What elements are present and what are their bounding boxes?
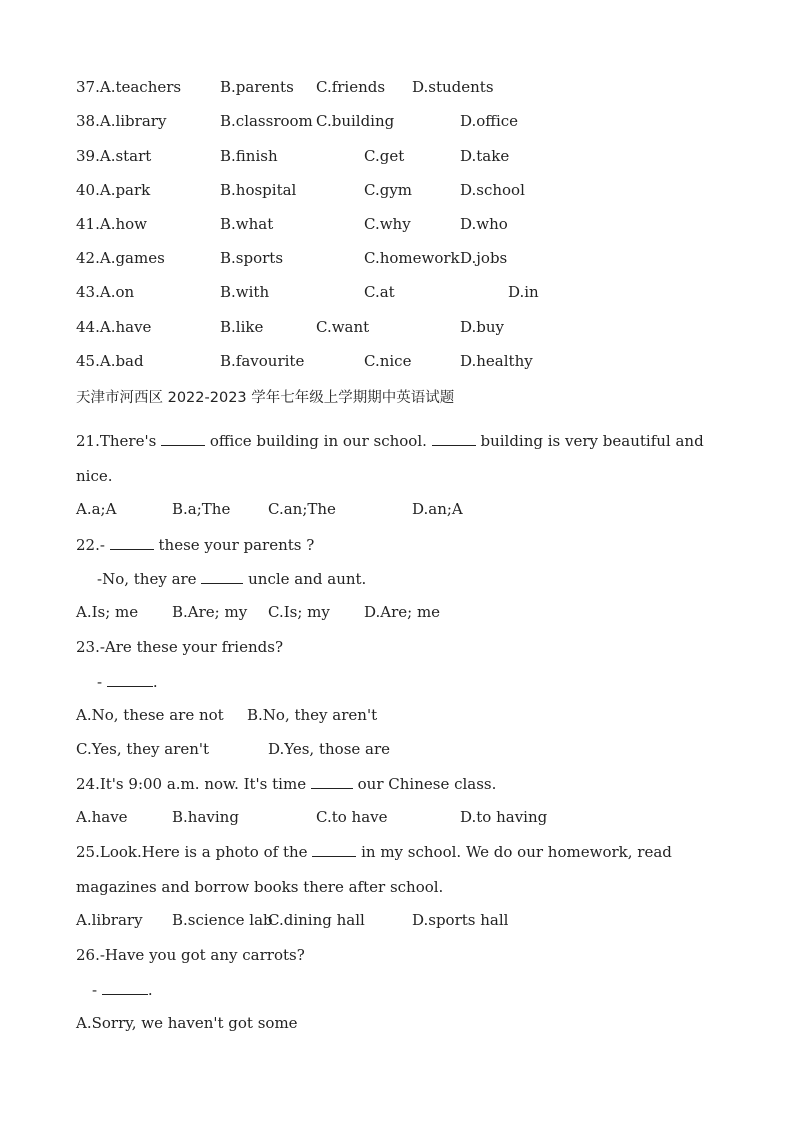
question-24-options (76, 808, 716, 828)
question-21-stem (76, 431, 704, 451)
answer-blank (161, 431, 205, 446)
question-26-options (76, 1014, 716, 1034)
option-a (76, 147, 151, 165)
stem-text: 21.There's (76, 432, 157, 450)
option-c: C.get (364, 147, 405, 165)
question-23-options-ab (76, 706, 716, 726)
option-a-text: A.teachers (99, 78, 182, 96)
question-26-stem: 26.-Have you got any carrots? (76, 946, 305, 964)
option-d: D.take (460, 147, 510, 165)
option-c: C.at (364, 283, 395, 301)
option-c: C.to have (316, 808, 388, 826)
option-a-text: A.on (99, 283, 135, 301)
question-43 (76, 283, 716, 303)
option-b: B.sports (220, 249, 284, 267)
stem-text: office building in our school. (209, 432, 427, 450)
question-24-stem (76, 774, 496, 794)
stem-text: in my school. We do our homework, read (361, 843, 672, 861)
answer-blank (107, 672, 153, 687)
option-c: C.Yes, they aren't (76, 740, 210, 758)
option-d: D.students (412, 78, 494, 96)
option-a-text: A.how (99, 215, 147, 233)
question-25-stem (76, 842, 672, 862)
option-b: B.No, they aren't (247, 706, 378, 724)
stem-text: . (147, 981, 153, 999)
option-a (76, 112, 166, 130)
option-c: C.nice (364, 352, 412, 370)
question-number: 42. (76, 249, 100, 267)
question-22-options (76, 603, 716, 623)
question-25-stem-cont: magazines and borrow books there after school. (76, 878, 444, 896)
stem-text: 24.It's 9:00 a.m. now. It's time (76, 775, 307, 793)
stem-text: -No, they are (97, 570, 197, 588)
stem-text: building is very beautiful and (480, 432, 704, 450)
question-number: 37. (76, 78, 100, 96)
question-23-options-cd (76, 740, 716, 760)
option-d: D.buy (460, 318, 504, 336)
stem-text: 25.Look.Here is a photo of the (76, 843, 308, 861)
answer-blank (110, 535, 154, 550)
option-c: C.dining hall (268, 911, 365, 929)
option-d: D.sports hall (412, 911, 509, 929)
question-number: 44. (76, 318, 100, 336)
question-42 (76, 249, 716, 269)
option-b: B.science lab (172, 911, 273, 929)
question-45 (76, 352, 716, 372)
question-number: 45. (76, 352, 100, 370)
option-a-text: A.library (99, 112, 167, 130)
option-b: B.what (220, 215, 274, 233)
option-d: D.who (460, 215, 508, 233)
option-d: D.school (460, 181, 525, 199)
option-b: B.a;The (172, 500, 231, 518)
question-37 (76, 78, 716, 98)
option-a (76, 318, 151, 336)
question-26-response (92, 980, 153, 1000)
question-23-response (97, 672, 158, 692)
stem-text: - (92, 981, 98, 999)
stem-text: 22.- (76, 536, 105, 554)
answer-blank (102, 980, 148, 995)
question-39 (76, 147, 716, 167)
question-number: 40. (76, 181, 100, 199)
option-a-text: A.bad (99, 352, 144, 370)
option-a: A.No, these are not (76, 706, 224, 724)
question-21-stem-cont: nice. (76, 467, 113, 485)
question-40 (76, 181, 716, 201)
option-b: B.Are; my (172, 603, 248, 621)
stem-text: - (97, 673, 103, 691)
question-25-options (76, 911, 716, 931)
question-44 (76, 318, 716, 338)
option-b: B.hospital (220, 181, 297, 199)
option-b: B.favourite (220, 352, 305, 370)
option-d: D.in (508, 283, 539, 301)
option-d: D.office (460, 112, 519, 130)
option-b: B.with (220, 283, 270, 301)
option-b: B.finish (220, 147, 278, 165)
option-b: B.classroom (220, 112, 313, 130)
option-a (76, 78, 181, 96)
option-a (76, 352, 144, 370)
answer-blank (201, 569, 243, 584)
stem-text: uncle and aunt. (248, 570, 367, 588)
option-a: A.have (76, 808, 128, 826)
question-21-options (76, 500, 716, 520)
option-d: D.jobs (460, 249, 508, 267)
option-a: A.library (76, 911, 143, 929)
option-a-text: A.games (99, 249, 165, 267)
option-b: B.having (172, 808, 239, 826)
option-c: C.want (316, 318, 370, 336)
option-a: A.a;A (76, 500, 117, 518)
option-c: C.gym (364, 181, 413, 199)
question-22-response (97, 569, 366, 589)
question-number: 39. (76, 147, 100, 165)
option-a (76, 215, 147, 233)
option-d: D.to having (460, 808, 548, 826)
option-a-text: A.have (99, 318, 152, 336)
stem-text: . (152, 673, 158, 691)
option-a-text: A.start (99, 147, 152, 165)
option-c: C.an;The (268, 500, 336, 518)
option-a (76, 249, 165, 267)
question-22-stem (76, 535, 314, 555)
option-b: B.parents (220, 78, 294, 96)
stem-text: these your parents ? (158, 536, 315, 554)
question-41 (76, 215, 716, 235)
question-number: 41. (76, 215, 100, 233)
question-38 (76, 112, 716, 132)
answer-blank (311, 774, 353, 789)
option-c: C.why (364, 215, 411, 233)
option-d: D.Are; me (364, 603, 441, 621)
option-a (76, 181, 150, 199)
section-title: 天津市河西区 2022-2023 学年七年级上学期期中英语试题 (76, 390, 455, 406)
option-b: B.like (220, 318, 264, 336)
option-a: A.Sorry, we haven't got some (76, 1014, 298, 1032)
option-d: D.healthy (460, 352, 533, 370)
option-c: C.building (316, 112, 395, 130)
option-d: D.an;A (412, 500, 463, 518)
option-c: C.homework (364, 249, 460, 267)
stem-text: our Chinese class. (357, 775, 497, 793)
option-c: C.Is; my (268, 603, 330, 621)
option-a (76, 283, 134, 301)
answer-blank (312, 842, 356, 857)
option-c: C.friends (316, 78, 386, 96)
question-23-stem: 23.-Are these your friends? (76, 638, 283, 656)
question-number: 43. (76, 283, 100, 301)
question-number: 38. (76, 112, 100, 130)
option-d: D.Yes, those are (268, 740, 391, 758)
option-a: A.Is; me (76, 603, 139, 621)
option-a-text: A.park (99, 181, 151, 199)
answer-blank (432, 431, 476, 446)
